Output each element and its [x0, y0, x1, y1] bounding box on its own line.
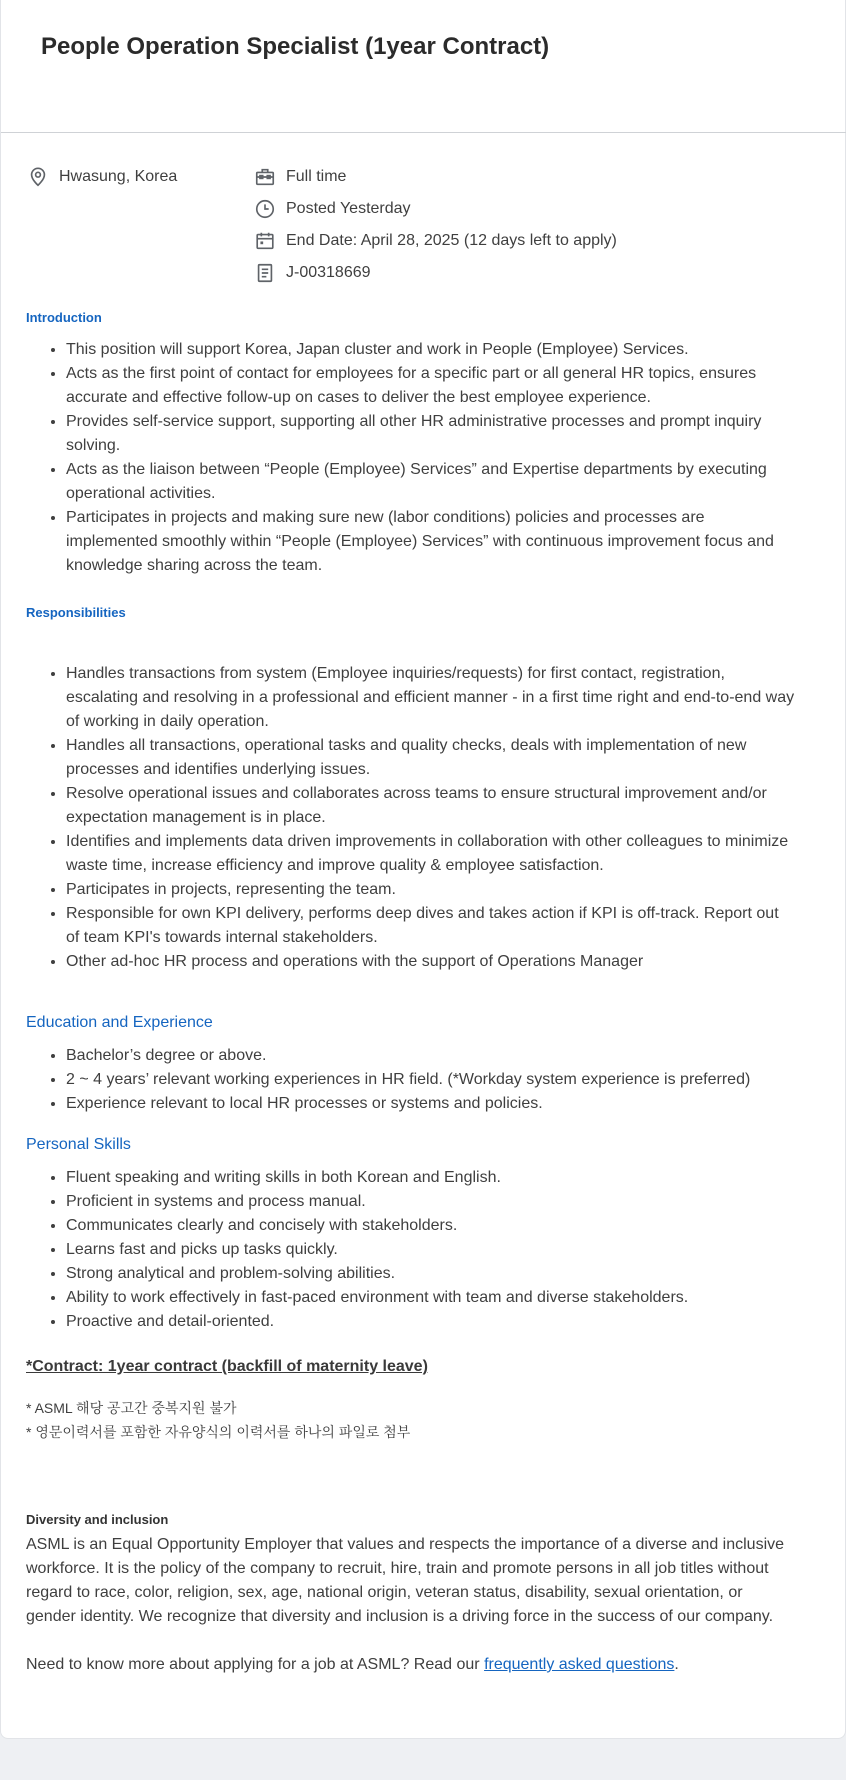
- list-item: • Handles all transactions, operational tasks and quality checks, deals with implementation of new processes and identifies underlying issues.: [66, 734, 796, 782]
- education-heading: Education and Experience: [26, 1014, 213, 1031]
- list-item: • Responsible for own KPI delivery, performs deep dives and takes action if KPI is off-track. Report out of team KPI's towards internal stakeholders.: [66, 902, 796, 950]
- list-item: • Experience relevant to local HR processes or systems and policies.: [66, 1092, 796, 1116]
- location-pin-icon: [27, 166, 49, 188]
- personal-skills-list: [26, 1166, 796, 1334]
- list-item: • Ability to work effectively in fast-paced environment with team and diverse stakeholders.: [66, 1286, 796, 1310]
- list-item: • Strong analytical and problem-solving abilities.: [66, 1262, 796, 1286]
- application-note-2: * 영문이력서를 포함한 자유양식의 이력서를 하나의 파일로 첨부: [26, 1424, 411, 1440]
- location-row: [27, 166, 177, 188]
- job-id-text: J-00318669: [286, 264, 371, 281]
- faq-link[interactable]: frequently asked questions: [484, 1656, 675, 1673]
- introduction-heading: Introduction: [26, 310, 102, 325]
- job-type-row: [254, 166, 346, 188]
- list-item: • Proactive and detail-oriented.: [66, 1310, 796, 1334]
- posted-text: Posted Yesterday: [286, 200, 411, 217]
- list-item: • Provides self-service support, supporting all other HR administrative processes and prompt inquiry solving.: [66, 410, 796, 458]
- job-title: People Operation Specialist (1year Contract): [41, 33, 550, 60]
- document-icon: [254, 262, 276, 284]
- clock-icon: [254, 198, 276, 220]
- list-item: • Bachelor’s degree or above.: [66, 1044, 796, 1068]
- education-list: [26, 1044, 796, 1116]
- list-item: • Proficient in systems and process manual.: [66, 1190, 796, 1214]
- list-item: • Resolve operational issues and collaborates across teams to ensure structural improvement and/or expectation management is in place.: [66, 782, 796, 830]
- list-item: • Communicates clearly and concisely with stakeholders.: [66, 1214, 796, 1238]
- header-divider: [1, 132, 846, 133]
- contract-note: *Contract: 1year contract (backfill of maternity leave): [26, 1358, 428, 1375]
- responsibilities-list: [26, 662, 796, 974]
- list-item: • 2 ~ 4 years’ relevant working experiences in HR field. (*Workday system experience is preferred): [66, 1068, 796, 1092]
- job-description: [26, 310, 796, 1677]
- introduction-list: [26, 338, 796, 578]
- location-text: Hwasung, Korea: [59, 168, 178, 185]
- faq-paragraph: [26, 1653, 796, 1677]
- responsibilities-heading: Responsibilities: [26, 605, 126, 620]
- job-id-row: [254, 262, 371, 284]
- list-item: • Acts as the first point of contact for employees for a specific part or all general HR topics, ensures accurate and effective follow-up on cases to deliver the best employee experience.: [66, 362, 796, 410]
- list-item: • Participates in projects and making sure new (labor conditions) policies and processes are implemented smoothly within “People (Employee) Services” with continuous improvement focus and knowledge sharing across the team.: [66, 506, 796, 578]
- faq-suffix: .: [674, 1656, 679, 1673]
- list-item: • Handles transactions from system (Employee inquiries/requests) for first contact, registration, escalating and resolving in a professional and efficient manner - in a first time right and end-to-end way of working in daily operation.: [66, 662, 796, 734]
- diversity-heading: Diversity and inclusion: [26, 1512, 169, 1527]
- list-item: • Acts as the liaison between “People (Employee) Services” and Expertise departments by executing operational activities.: [66, 458, 796, 506]
- end-date-text: End Date: April 28, 2025 (12 days left to apply): [286, 232, 617, 249]
- list-item: • This position will support Korea, Japan cluster and work in People (Employee) Services.: [66, 338, 796, 362]
- job-type-text: Full time: [286, 168, 347, 185]
- list-item: • Participates in projects, representing the team.: [66, 878, 796, 902]
- list-item: • Identifies and implements data driven improvements in collaboration with other colleagues to minimize waste time, increase efficiency and improve quality & employee satisfaction.: [66, 830, 796, 878]
- personal-skills-heading: Personal Skills: [26, 1136, 131, 1153]
- calendar-icon: [254, 230, 276, 252]
- briefcase-icon: [254, 166, 276, 188]
- list-item: • Learns fast and picks up tasks quickly.: [66, 1238, 796, 1262]
- end-date-row: [254, 230, 617, 252]
- list-item: • Other ad-hoc HR process and operations with the support of Operations Manager: [66, 950, 796, 974]
- list-item: • Fluent speaking and writing skills in both Korean and English.: [66, 1166, 796, 1190]
- faq-prefix: Need to know more about applying for a job at ASML? Read our: [26, 1656, 485, 1673]
- diversity-text: ASML is an Equal Opportunity Employer that values and respects the importance of a diverse and inclusive workforce. It is the policy of the company to recruit, hire, train and promote persons in all job titles without regard to race, color, religion, sex, age, national origin, veteran status, disability, sexual orientation, or gender identity. We recognize that diversity and inclusion is a driving force in the success of our company.: [26, 1536, 785, 1625]
- application-note-1: * ASML 해당 공고간 중복지원 불가: [26, 1400, 237, 1416]
- posted-row: [254, 198, 411, 220]
